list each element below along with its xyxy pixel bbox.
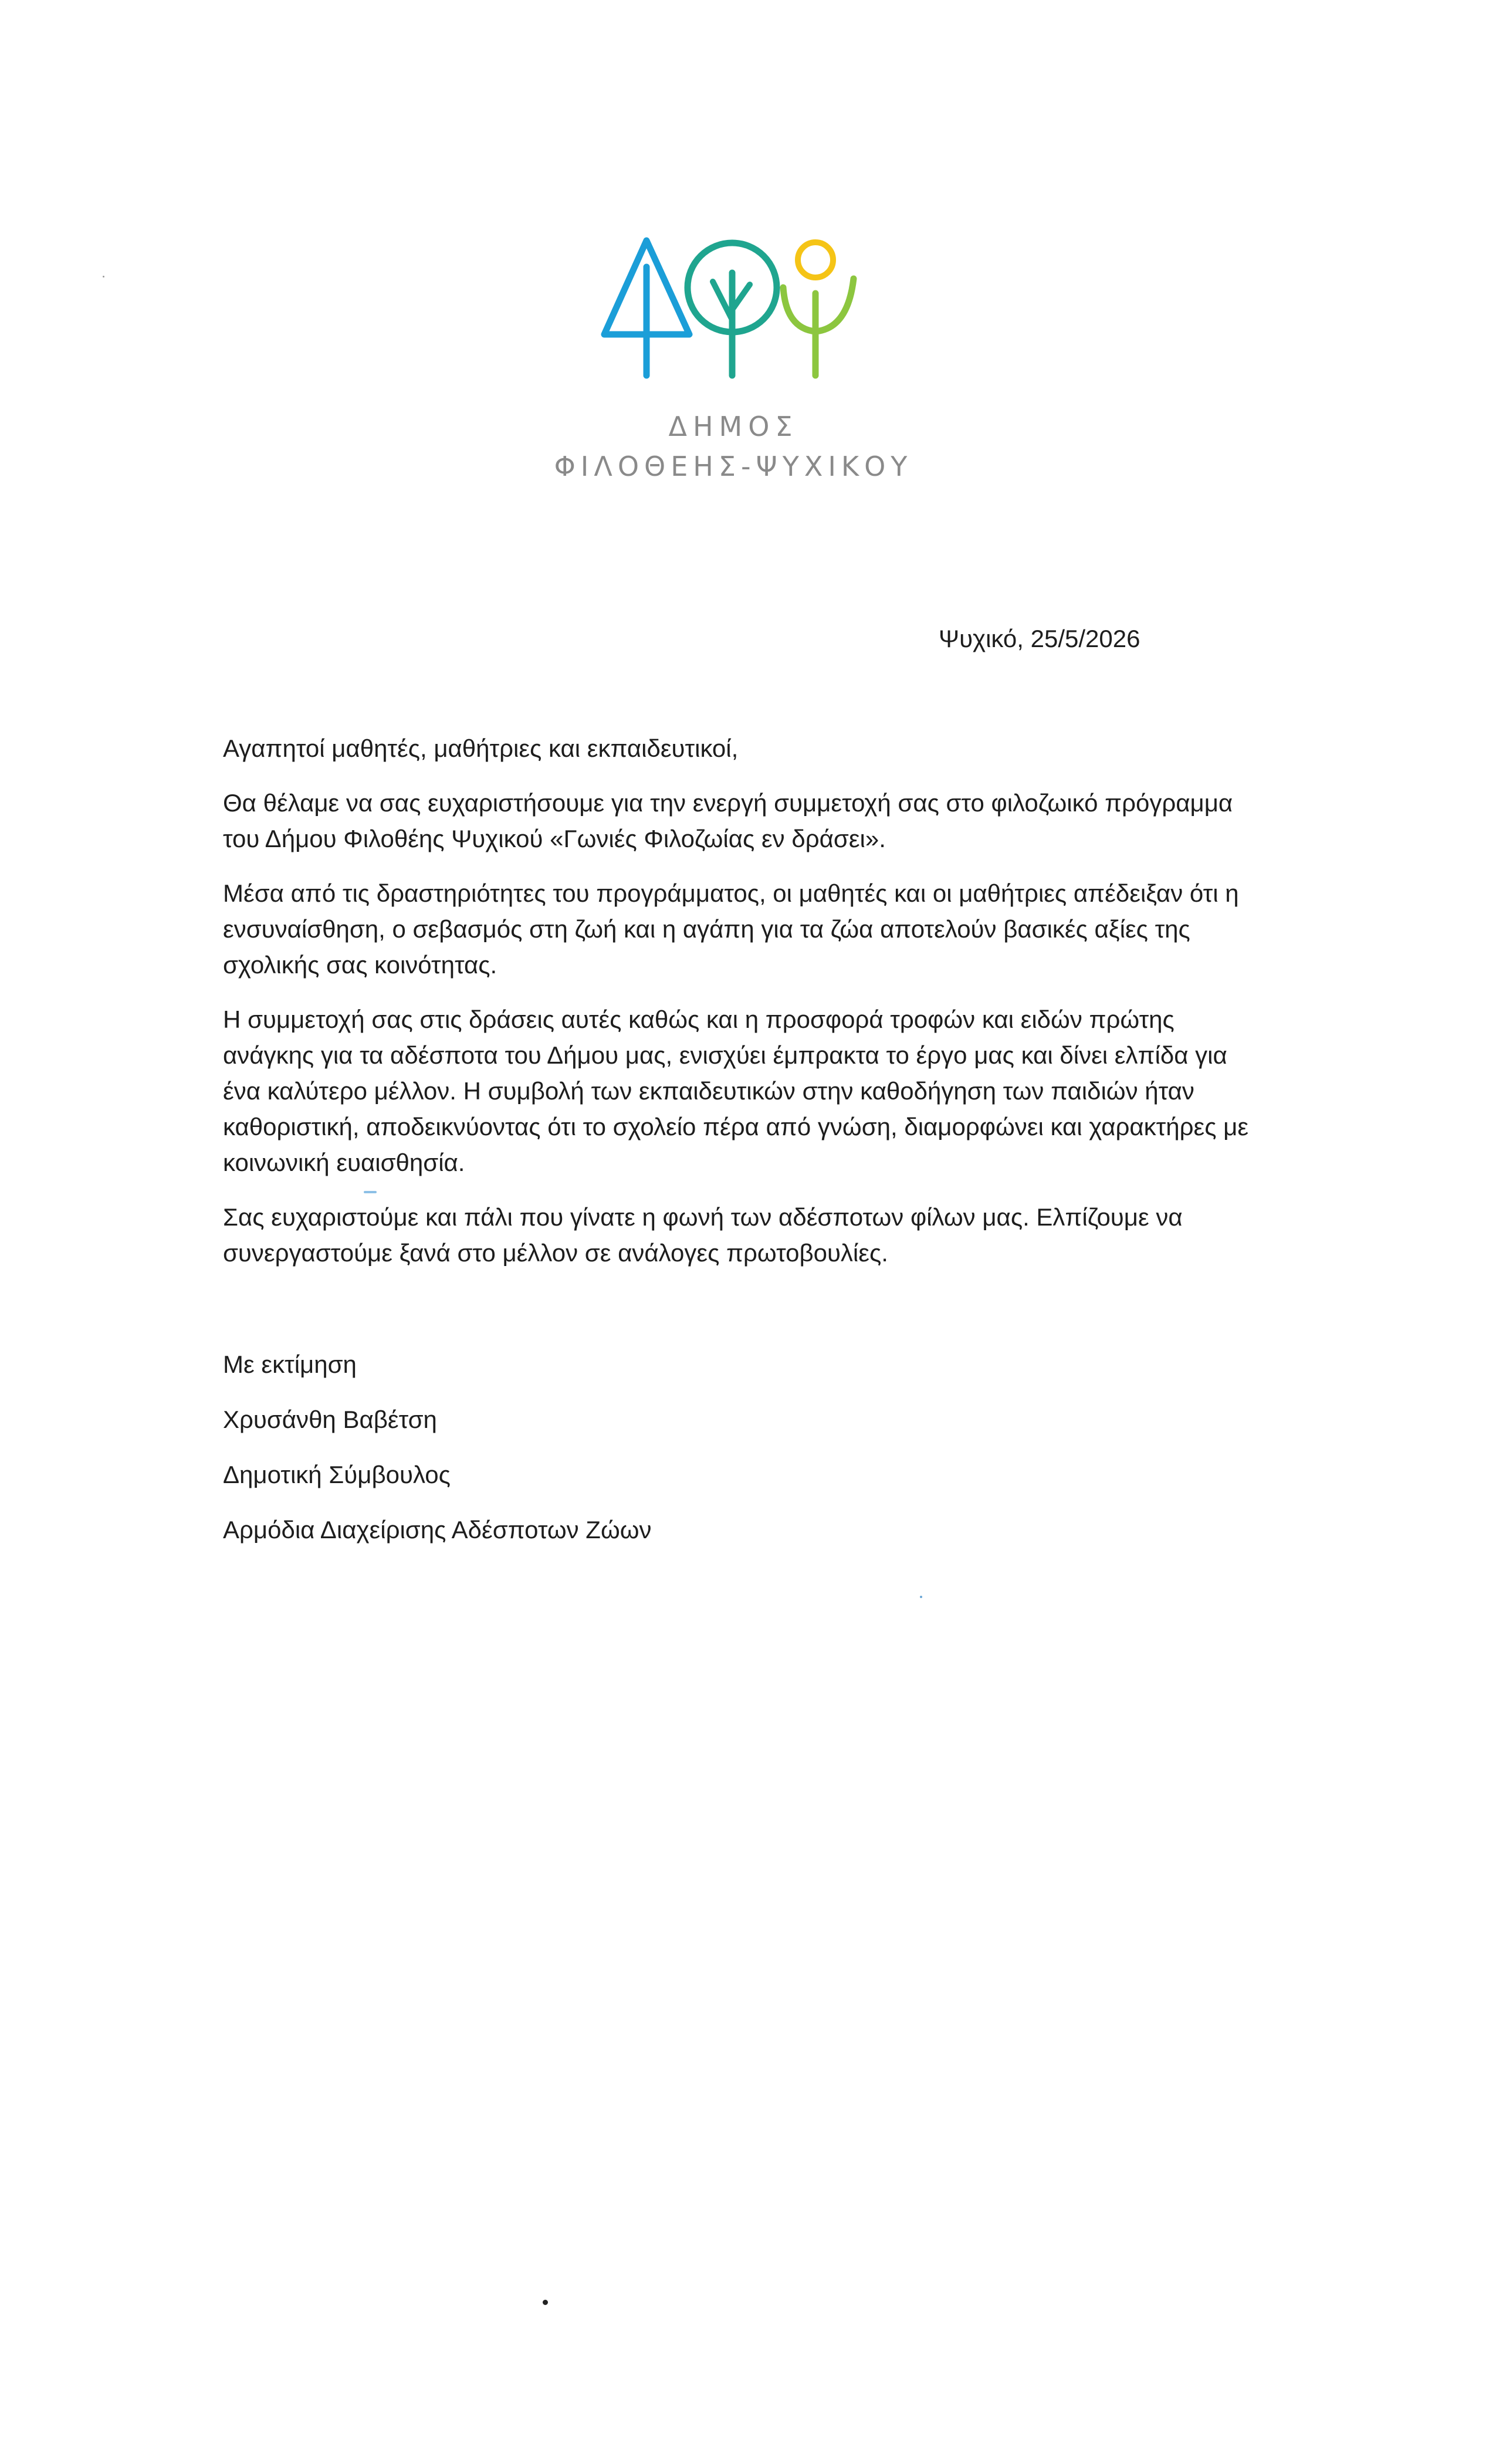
scan-speck xyxy=(920,1596,922,1598)
scan-speck xyxy=(543,2300,548,2305)
municipality-logo xyxy=(593,232,886,387)
signature-name: Χρυσάνθη Βαβέτση xyxy=(223,1406,437,1433)
letter-date: Ψυχικό, 25/5/2026 xyxy=(939,625,1140,652)
signature-title: Δημοτική Σύμβουλος xyxy=(223,1461,451,1488)
signature-role: Αρμόδια Διαχείρισης Αδέσποτων Ζώων xyxy=(223,1516,652,1544)
letter-body xyxy=(223,730,1255,1289)
letter-paragraph: Η συμμετοχή σας στις δράσεις αυτές καθώς και η προσφορά τροφών και ειδών πρώτης ανάγκης για τα αδέσποτα του Δήμου μας, ενισχύει έμπρακτα το έργο μας και δίνει ελπίδα για ένα καλύτερο μέλλον. Η συμβολή των εκπαιδευτικών στην καθοδήγηση των παιδιών ήταν καθοριστική, αποδεικνύοντας ότι το σχολείο πέρα από γνώση, διαμορφώνει και χαρακτήρες με κοινωνική ευαισθησία. xyxy=(223,1006,1249,1176)
scan-speck xyxy=(103,276,104,277)
municipality-logo-icon xyxy=(593,232,886,387)
logo-municipality-name: ΦΙΛΟΘΕΗΣ-ΨΥΧΙΚΟΥ xyxy=(554,451,913,482)
signature-closing: Με εκτίμηση xyxy=(223,1351,357,1378)
logo-municipality-word: ΔΗΜΟΣ xyxy=(668,411,798,442)
letter-paragraph: Σας ευχαριστούμε και πάλι που γίνατε η φωνή των αδέσποτων φίλων μας. Ελπίζουμε να συνεργαστούμε ξανά στο μέλλον σε ανάλογες πρωτοβουλίες. xyxy=(223,1203,1183,1267)
scan-speck xyxy=(364,1191,377,1193)
letter-paragraph: Μέσα από τις δραστηριότητες του προγράμματος, οι μαθητές και οι μαθήτριες απέδειξαν ότι η ενσυναίσθηση, ο σεβασμός στη ζωή και η αγάπη για τα ζώα αποτελούν βασικές αξίες της σχολικής σας κοινότητας. xyxy=(223,879,1239,979)
letter-salutation: Αγαπητοί μαθητές, μαθήτριες και εκπαιδευτικοί, xyxy=(223,735,739,762)
letter-paragraph: Θα θέλαμε να σας ευχαριστήσουμε για την ενεργή συμμετοχή σας στο φιλοζωικό πρόγραμμα του Δήμου Φιλοθέης Ψυχικού «Γωνιές Φιλοζωίας εν δράσει». xyxy=(223,789,1233,852)
signature-block xyxy=(223,1346,652,1567)
